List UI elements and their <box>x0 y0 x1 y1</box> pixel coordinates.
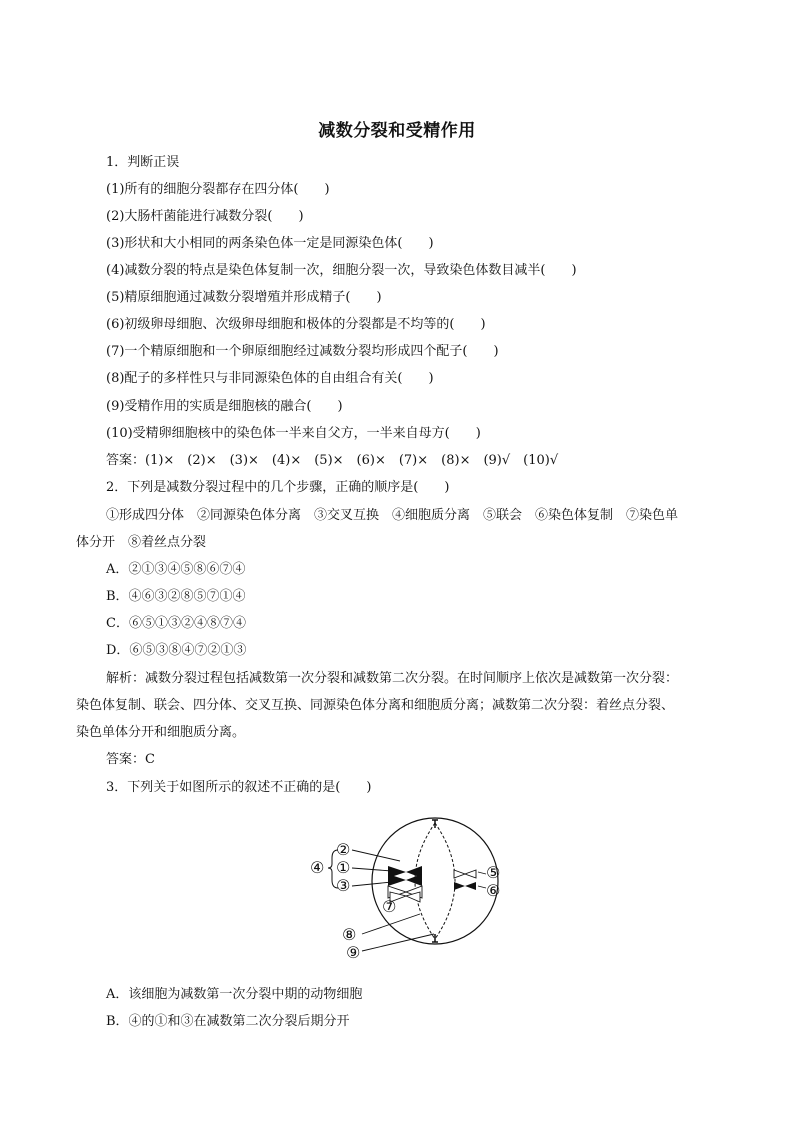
label-3: ③ <box>336 876 351 895</box>
q1-item: (8)配子的多样性只与非同源染色体的自由组合有关( ) <box>106 371 434 386</box>
label-5: ⑤ <box>486 863 501 882</box>
q2-analysis: 染色体复制、联会、四分体、交叉互换、同源染色体分离和细胞质分离；减数第二次分裂：着丝点分裂、 <box>76 698 675 713</box>
q3-header: 3．下列关于如图所示的叙述不正确的是( ) <box>106 780 372 795</box>
q1-item: (5)精原细胞通过减数分裂增殖并形成精子( ) <box>106 290 382 305</box>
q2-option-b: B．④⑥③②⑧⑤⑦①④ <box>106 589 246 604</box>
q1-item: (10)受精卵细胞核中的染色体一半来自父方，一半来自母方( ) <box>106 426 481 441</box>
q2-analysis: 染色单体分开和细胞质分离。 <box>76 725 246 740</box>
q1-item: (9)受精作用的实质是细胞核的融合( ) <box>106 399 343 414</box>
label-7: ⑦ <box>382 897 397 916</box>
q2-option-d: D．⑥⑤③⑧④⑦②①③ <box>106 643 247 658</box>
spindle-fiber <box>435 823 455 939</box>
chromosome-small-white <box>454 870 476 878</box>
q2-steps: ①形成四分体 ②同源染色体分离 ③交叉互换 ④细胞质分离 ⑤联会 ⑥染色体复制 ⑦染色单 <box>106 508 679 523</box>
chromosome-small-black <box>454 882 476 890</box>
centriole <box>432 820 438 828</box>
q1-item: (1)所有的细胞分裂都存在四分体( ) <box>106 182 330 197</box>
label-1: ① <box>336 858 351 877</box>
q1-answer: 答案：(1)× (2)× (3)× (4)× (5)× (6)× (7)× (8)× (9)√ (10)√ <box>106 453 559 468</box>
q2-option-a: A．②①③④⑤⑧⑥⑦④ <box>106 562 246 577</box>
q1-item: (2)大肠杆菌能进行减数分裂( ) <box>106 209 304 224</box>
q1-item: (6)初级卵母细胞、次级卵母细胞和极体的分裂都是不均等的( ) <box>106 317 486 332</box>
cell-division-diagram <box>300 806 540 966</box>
q2-steps: 体分开 ⑧着丝点分裂 <box>76 535 207 550</box>
label-4: ④ <box>310 858 325 877</box>
q3-option-b: B．④的①和③在减数第二次分裂后期分开 <box>106 1014 350 1029</box>
q2-analysis: 解析：减数分裂过程包括减数第一次分裂和减数第二次分裂。在时间顺序上依次是减数第一次分裂： <box>106 671 679 686</box>
label-9: ⑨ <box>346 943 361 962</box>
q2-answer: 答案：C <box>106 752 155 767</box>
label-8: ⑧ <box>342 925 357 944</box>
q1-item: (7)一个精原细胞和一个卵原细胞经过减数分裂均形成四个配子( ) <box>106 344 499 359</box>
page-title: 减数分裂和受精作用 <box>318 121 476 141</box>
q2-option-c: C．⑥⑤①③②④⑧⑦④ <box>106 616 246 631</box>
q1-header: 1．判断正误 <box>106 155 180 170</box>
label-2: ② <box>336 840 351 859</box>
label-6: ⑥ <box>486 881 501 900</box>
q2-header: 2．下列是减数分裂过程中的几个步骤，正确的顺序是( ) <box>106 480 450 495</box>
q1-item: (3)形状和大小相同的两条染色体一定是同源染色体( ) <box>106 236 434 251</box>
q3-option-a: A．该细胞为减数第一次分裂中期的动物细胞 <box>106 987 363 1002</box>
q1-item: (4)减数分裂的特点是染色体复制一次，细胞分裂一次，导致染色体数目减半( ) <box>106 263 577 278</box>
chromosome-black <box>388 866 422 886</box>
